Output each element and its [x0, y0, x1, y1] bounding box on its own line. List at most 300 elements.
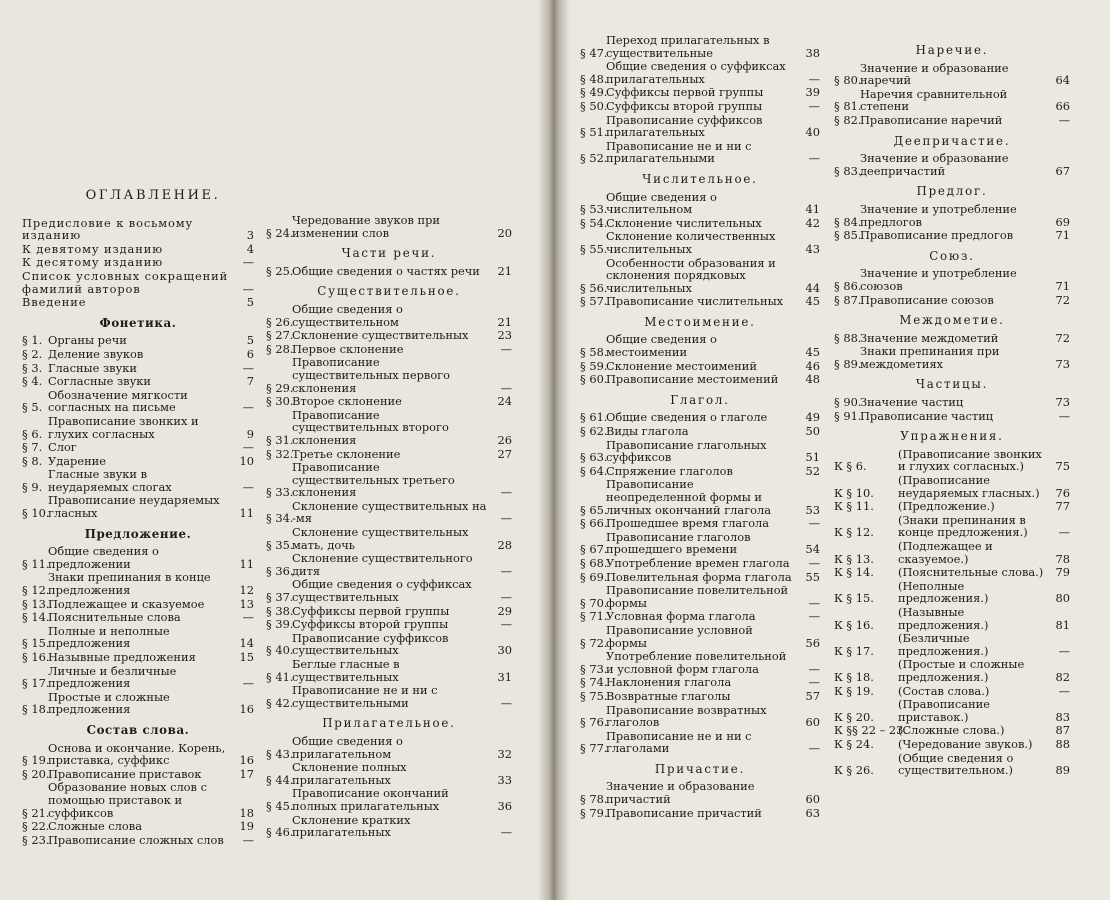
sentence-list	[22, 545, 254, 716]
toc-entry	[266, 265, 512, 278]
toc-entry	[266, 552, 512, 577]
toc-entry	[266, 356, 512, 394]
section-number: § 42.	[266, 695, 294, 710]
preposition-list	[834, 203, 1070, 242]
entry-title: Прошедшее время глагола	[606, 516, 770, 531]
page-number: —	[1058, 408, 1070, 423]
page-number: 20	[497, 225, 512, 240]
page-number: 82	[1055, 669, 1070, 684]
page-number: 76	[1055, 485, 1070, 500]
page-number: 69	[1055, 214, 1070, 229]
toc-entry	[22, 468, 254, 493]
section-number: К § 10.	[834, 485, 874, 500]
toc-entry	[580, 34, 820, 59]
section-number: § 37.	[266, 590, 294, 605]
entry-title: Значение частиц	[860, 395, 964, 410]
entry-title: Правописание сложных слов	[48, 832, 224, 847]
toc-entry	[580, 333, 820, 358]
page-number: —	[1058, 112, 1070, 127]
toc-entry	[580, 217, 820, 230]
entry-title: (Безличные предложения.)	[898, 631, 989, 658]
page-number: 16	[239, 753, 254, 768]
section-number: § 49.	[580, 85, 608, 100]
entry-title: Список условных сокращений фамилий авторов	[22, 268, 229, 296]
entry-title: (Подлежащее и сказуемое.)	[898, 539, 993, 566]
page-number: 71	[1055, 228, 1070, 243]
entry-title: Введение	[22, 295, 87, 310]
entry-title: (Сложные слова.)	[898, 723, 1005, 738]
section-number: § 50.	[580, 98, 608, 113]
entry-title: Деление звуков	[48, 346, 144, 361]
section-number: § 41.	[266, 669, 294, 684]
entry-title: Чередование звуков при изменении слов	[292, 213, 441, 240]
section-number: § 2.	[22, 346, 43, 361]
page-number: 78	[1055, 551, 1070, 566]
entry-title: Склонение существительных на -мя	[292, 498, 487, 526]
section-number: § 70.	[580, 595, 608, 610]
page-number: —	[808, 661, 820, 676]
pronoun-list	[580, 333, 820, 385]
section-number: § 3.	[22, 360, 43, 375]
toc-entry	[22, 455, 254, 468]
section-number: § 23.	[22, 832, 50, 847]
entry-title: Правописание не и ни с глаголами	[606, 728, 752, 756]
section-number: § 12.	[22, 583, 50, 598]
toc-entry	[22, 651, 254, 664]
adverb-list	[834, 62, 1070, 127]
page-number: —	[242, 281, 254, 296]
toc-entry	[22, 296, 254, 309]
toc-entry	[580, 257, 820, 295]
entry-title: Правописание приставок	[48, 766, 202, 781]
entry-title: Общие сведения о прилагательном	[292, 733, 403, 761]
toc-entry	[580, 807, 820, 820]
section-number: § 32.	[266, 446, 294, 461]
section-number: § 53.	[580, 202, 608, 217]
toc-entry	[834, 566, 1070, 579]
section-number: § 44.	[266, 772, 294, 787]
page-number: —	[808, 741, 820, 756]
entry-title: К десятому изданию	[22, 255, 164, 270]
entry-title: Общие сведения о суффиксах прилагательных	[606, 59, 786, 86]
toc-entry	[580, 86, 820, 99]
section-number: § 15.	[22, 636, 50, 651]
section-number: § 9.	[22, 479, 43, 494]
entry-title: Правописание глаголов прошедшего времени	[606, 529, 751, 557]
page-number: 26	[497, 432, 512, 447]
interjection-list	[834, 332, 1070, 371]
toc-entry	[22, 781, 254, 819]
toc-entry	[834, 752, 1070, 777]
toc-entry	[580, 517, 820, 530]
page-number: 15	[239, 650, 254, 664]
gerund-list	[834, 152, 1070, 177]
page-number: 66	[1055, 99, 1070, 114]
entry-title: Общие сведения о местоимении	[606, 332, 717, 360]
entry-title: Знаки препинания в конце предложения	[48, 570, 211, 598]
toc-entry	[22, 415, 254, 440]
entry-title: Правописание существительных второго склонения	[292, 407, 449, 447]
page-number: 81	[1055, 617, 1070, 632]
page-number: 39	[805, 85, 820, 100]
toc-entry	[266, 761, 512, 786]
toc-entry	[580, 531, 820, 556]
section-heading: Предложение.	[84, 526, 192, 541]
section-number: § 89.	[834, 356, 862, 371]
page-number: 6	[246, 346, 254, 361]
section-number: § 58.	[580, 345, 608, 360]
section-number: § 64.	[580, 463, 608, 478]
page-number: 67	[1055, 163, 1070, 178]
section-number: § 22.	[22, 819, 50, 834]
toc-entry	[22, 334, 254, 347]
section-number: § 39.	[266, 617, 294, 632]
section-number: § 6.	[22, 426, 43, 441]
toc-entry	[22, 270, 254, 295]
toc-entry	[834, 229, 1070, 242]
entry-title: Правописание причастий	[606, 805, 762, 820]
section-number: § 86.	[834, 278, 862, 293]
toc-entry	[266, 409, 512, 447]
section-heading: Предлог.	[916, 184, 988, 199]
section-number: § 74.	[580, 675, 608, 690]
toc-entry	[22, 834, 254, 847]
entry-title: Правописание частиц	[860, 408, 994, 423]
entry-title: (Правописание звонких и глухих согласных.)	[898, 446, 1042, 474]
toc-entry	[580, 191, 820, 216]
page-number: 46	[805, 358, 820, 373]
section-number: § 27.	[266, 328, 294, 343]
word-list	[22, 742, 254, 847]
section-number: § 65.	[580, 502, 608, 517]
section-number: § 78.	[580, 792, 608, 807]
entry-title: Сложные слова	[48, 819, 142, 834]
conjunction-list	[834, 267, 1070, 306]
toc-entry	[266, 395, 512, 408]
page-number: —	[500, 590, 512, 605]
entry-title: Значение и употребление предлогов	[860, 201, 1017, 229]
section-number: § 72.	[580, 635, 608, 650]
toc-entry	[834, 514, 1070, 539]
page-number: 45	[805, 294, 820, 309]
page-number: —	[808, 555, 820, 570]
toc-entry	[266, 500, 512, 525]
entry-title: Правописание неопределенной формы и личных окончаний глагола	[606, 477, 772, 517]
page-number: 87	[1055, 723, 1070, 738]
section-number: § 18.	[22, 702, 50, 717]
entry-title: Полные и неполные предложения	[48, 623, 170, 651]
section-heading: Причастие.	[654, 761, 746, 776]
page-number: 49	[805, 410, 820, 425]
page-number: 56	[805, 635, 820, 650]
section-number: К § 18.	[834, 669, 874, 684]
entry-title: Правописание не и ни с прилагательными	[606, 138, 752, 166]
section-number: § 31.	[266, 432, 294, 447]
toc-entry	[834, 332, 1070, 345]
page-number: —	[242, 400, 254, 415]
toc-entry	[22, 362, 254, 375]
page-number: 33	[497, 772, 512, 787]
page-number: 43	[805, 241, 820, 256]
entry-title: Общие сведения о существительном	[292, 301, 403, 329]
toc-entry	[580, 295, 820, 308]
section-number: § 52.	[580, 151, 608, 166]
page-number: 31	[497, 669, 512, 684]
entry-title: Правописание возвратных глаголов	[606, 702, 767, 730]
page-number: 10	[239, 453, 254, 468]
entry-title: Правописание предлогов	[860, 228, 1014, 243]
adjective-list	[266, 735, 512, 839]
section-heading: Упражнения.	[900, 429, 1004, 444]
toc-entry	[834, 88, 1070, 113]
section-number: § 43.	[266, 746, 294, 761]
page-number: 17	[239, 766, 254, 781]
entry-title: Слог	[48, 440, 77, 455]
section-number: § 26.	[266, 314, 294, 329]
toc-entry	[266, 814, 512, 839]
page-number: 79	[1055, 565, 1070, 580]
page-number: 23	[497, 328, 512, 343]
entry-title: Особенности образования и склонения порядковых числительных	[606, 255, 776, 295]
numeral-list	[580, 191, 820, 308]
section-number: § 36.	[266, 563, 294, 578]
entry-title: Правописание местоимений	[606, 372, 779, 387]
toc-entry	[266, 632, 512, 657]
toc-entry	[266, 303, 512, 328]
toc-entry	[580, 230, 820, 255]
toc-entry	[22, 441, 254, 454]
section-number: § 79.	[580, 805, 608, 820]
section-number: К § 15.	[834, 591, 874, 606]
page-number: 21	[497, 263, 512, 278]
toc-entry	[834, 500, 1070, 513]
toc-column-1	[22, 190, 254, 847]
intro-list	[22, 217, 254, 309]
entry-title: Органы речи	[48, 333, 127, 348]
entry-title: Склонение полных прилагательных	[292, 760, 407, 787]
section-number: § 10.	[22, 506, 50, 521]
section-number: К § 17.	[834, 643, 874, 658]
page-number: 72	[1055, 330, 1070, 345]
toc-entry	[580, 730, 820, 755]
section-number: § 28.	[266, 341, 294, 356]
toc-entry	[834, 294, 1070, 307]
toc-entry	[580, 557, 820, 570]
page-number: —	[808, 151, 820, 166]
section-number: § 75.	[580, 688, 608, 703]
section-number: § 57.	[580, 294, 608, 309]
toc-entry	[22, 625, 254, 650]
section-number: § 54.	[580, 215, 608, 230]
entry-title: Спряжение глаголов	[606, 463, 733, 478]
section-number: § 84.	[834, 214, 862, 229]
section-heading: Междометие.	[899, 313, 1005, 328]
entry-title: Возвратные глаголы	[606, 688, 731, 703]
entry-title: Гласные звуки в неударяемых слогах	[48, 467, 172, 494]
page-number: —	[808, 595, 820, 610]
toc-entry	[580, 360, 820, 373]
exercises-list	[834, 448, 1070, 777]
page-number: 36	[497, 798, 512, 813]
section-number: К § 16.	[834, 617, 874, 632]
page-number: 60	[805, 715, 820, 730]
section-number: § 55.	[580, 241, 608, 256]
toc-entry	[22, 611, 254, 624]
entry-title: Значение и образование наречий	[860, 60, 1009, 88]
toc-column-4	[834, 36, 1070, 778]
page-number: 64	[1055, 73, 1070, 88]
page-number: 5	[246, 333, 254, 348]
entry-title: Употребление повелительной и условной форм глагола	[606, 649, 787, 676]
section-number: § 71.	[580, 609, 608, 624]
entry-title: Общие сведения о частях речи	[292, 263, 480, 278]
toc-entry	[834, 698, 1070, 723]
entry-title: Согласные звуки	[48, 374, 152, 389]
page-number: —	[242, 832, 254, 847]
entry-title: Правописание глагольных суффиксов	[606, 437, 767, 465]
noun-list	[266, 303, 512, 709]
entry-title: Значение и образование причастий	[606, 779, 755, 807]
entry-title: Ударение	[48, 453, 106, 468]
toc-entry	[266, 214, 512, 239]
toc-entry	[834, 345, 1070, 370]
toc-entry	[22, 545, 254, 570]
toc-entry	[580, 411, 820, 424]
page-number: —	[500, 563, 512, 578]
page-number: —	[808, 609, 820, 624]
entry-title: Общие сведения о глаголе	[606, 410, 768, 425]
page-number: —	[242, 479, 254, 494]
phonetics-list	[22, 334, 254, 519]
entry-title: Основа и окончание. Корень, приставка, суффикс	[48, 740, 226, 768]
entry-title: Обозначение мягкости согласных на письме	[48, 387, 188, 415]
section-number: § 19.	[22, 753, 50, 768]
toc-entry	[580, 114, 820, 139]
page-number: —	[500, 341, 512, 356]
section-number: § 16.	[22, 650, 50, 664]
section-heading: Глагол.	[670, 392, 730, 407]
toc-entry	[834, 580, 1070, 605]
page-number: 54	[805, 542, 820, 557]
toc-entry	[266, 618, 512, 631]
section-number: К § 12.	[834, 525, 874, 540]
entry-title: Виды глагола	[606, 424, 689, 439]
toc-entry	[266, 461, 512, 499]
entry-title: Знаки препинания при междометиях	[860, 344, 1000, 371]
toc-entry	[580, 465, 820, 478]
page-number: 89	[1055, 763, 1070, 778]
entry-title: Суффиксы первой группы	[292, 603, 450, 618]
toc-entry	[834, 203, 1070, 228]
page-number: 27	[497, 446, 512, 461]
toc-entry	[22, 571, 254, 596]
section-number: К § 19.	[834, 683, 874, 698]
section-heading: Части речи.	[341, 246, 437, 261]
page-number: 21	[497, 314, 512, 329]
toc-entry	[834, 540, 1070, 565]
page-number: 5	[246, 295, 254, 310]
entry-title: Склонение количественных числительных	[606, 229, 776, 256]
section-number: § 8.	[22, 453, 43, 468]
top-list	[266, 214, 512, 239]
section-number: § 35.	[266, 537, 294, 552]
entry-title: Склонение существительного дитя	[292, 551, 473, 578]
entry-title: (Простые и сложные предложения.)	[898, 657, 1025, 684]
page-number: 11	[239, 506, 254, 521]
entry-title: (Знаки препинания в конце предложения.)	[898, 512, 1028, 540]
page-number: —	[808, 675, 820, 690]
page-number: 57	[805, 688, 820, 703]
toc-entry	[580, 704, 820, 729]
section-heading: Прилагательное.	[322, 716, 456, 731]
page-number: 72	[1055, 292, 1070, 307]
entry-title: Правописание не и ни с существительными	[292, 683, 438, 710]
page-number: 29	[497, 603, 512, 618]
entry-title: К девятому изданию	[22, 241, 164, 256]
entry-title: Правописание наречий	[860, 112, 1003, 127]
page-number: 3	[246, 228, 254, 243]
section-heading: Местоимение.	[644, 314, 756, 329]
book-gutter	[538, 0, 570, 900]
section-number: § 77.	[580, 741, 608, 756]
entry-title: Суффиксы первой группы	[606, 85, 764, 100]
section-number: К § 6.	[834, 459, 867, 474]
toc-entry	[266, 605, 512, 618]
toc-entry	[22, 375, 254, 388]
section-number: К § 11.	[834, 499, 874, 514]
page-number: —	[242, 440, 254, 455]
page-number: 4	[246, 241, 254, 256]
entry-title: Личные и безличные предложения	[48, 663, 177, 691]
page-number: 48	[805, 372, 820, 387]
entry-title: Первое склонение	[292, 341, 404, 356]
section-number: К § 26.	[834, 763, 874, 778]
section-number: § 69.	[580, 569, 608, 584]
section-number: § 25.	[266, 263, 294, 278]
toc-entry	[22, 691, 254, 716]
entry-title: Общие сведения о суффиксах существительных	[292, 577, 472, 605]
entry-title: (Чередование звуков.)	[898, 736, 1033, 751]
section-number: § 81.	[834, 99, 862, 114]
page-number: 53	[805, 502, 820, 517]
entry-title: Употребление времен глагола	[606, 555, 790, 570]
entry-title: (Назывные предложения.)	[898, 604, 989, 632]
entry-title: Суффиксы второй группы	[606, 98, 763, 113]
section-number: § 73.	[580, 661, 608, 676]
entry-title: Предисловие к восьмому изданию	[22, 215, 194, 243]
entry-title: Простые и сложные предложения	[48, 689, 170, 717]
section-heading: Наречие.	[915, 43, 989, 57]
toc-entry	[22, 389, 254, 414]
page-number: —	[242, 255, 254, 270]
toc-entry	[580, 373, 820, 386]
particles-list	[834, 396, 1070, 422]
toc-entry	[834, 606, 1070, 631]
entry-title: Правописание повелительной формы	[606, 583, 789, 610]
toc-title: ОГЛАВЛЕНИЕ.	[85, 188, 221, 203]
entry-title: Условная форма глагола	[606, 609, 756, 624]
section-number: § 5.	[22, 400, 43, 415]
page-number: 16	[239, 702, 254, 717]
toc-entry	[834, 474, 1070, 499]
toc-entry	[266, 658, 512, 683]
toc-entry	[580, 690, 820, 703]
section-heading: Союз.	[929, 248, 975, 263]
section-number: К § 14.	[834, 565, 874, 580]
section-number: § 80.	[834, 73, 862, 88]
toc-entry	[580, 439, 820, 464]
entry-title: Подлежащее и сказуемое	[48, 596, 205, 611]
